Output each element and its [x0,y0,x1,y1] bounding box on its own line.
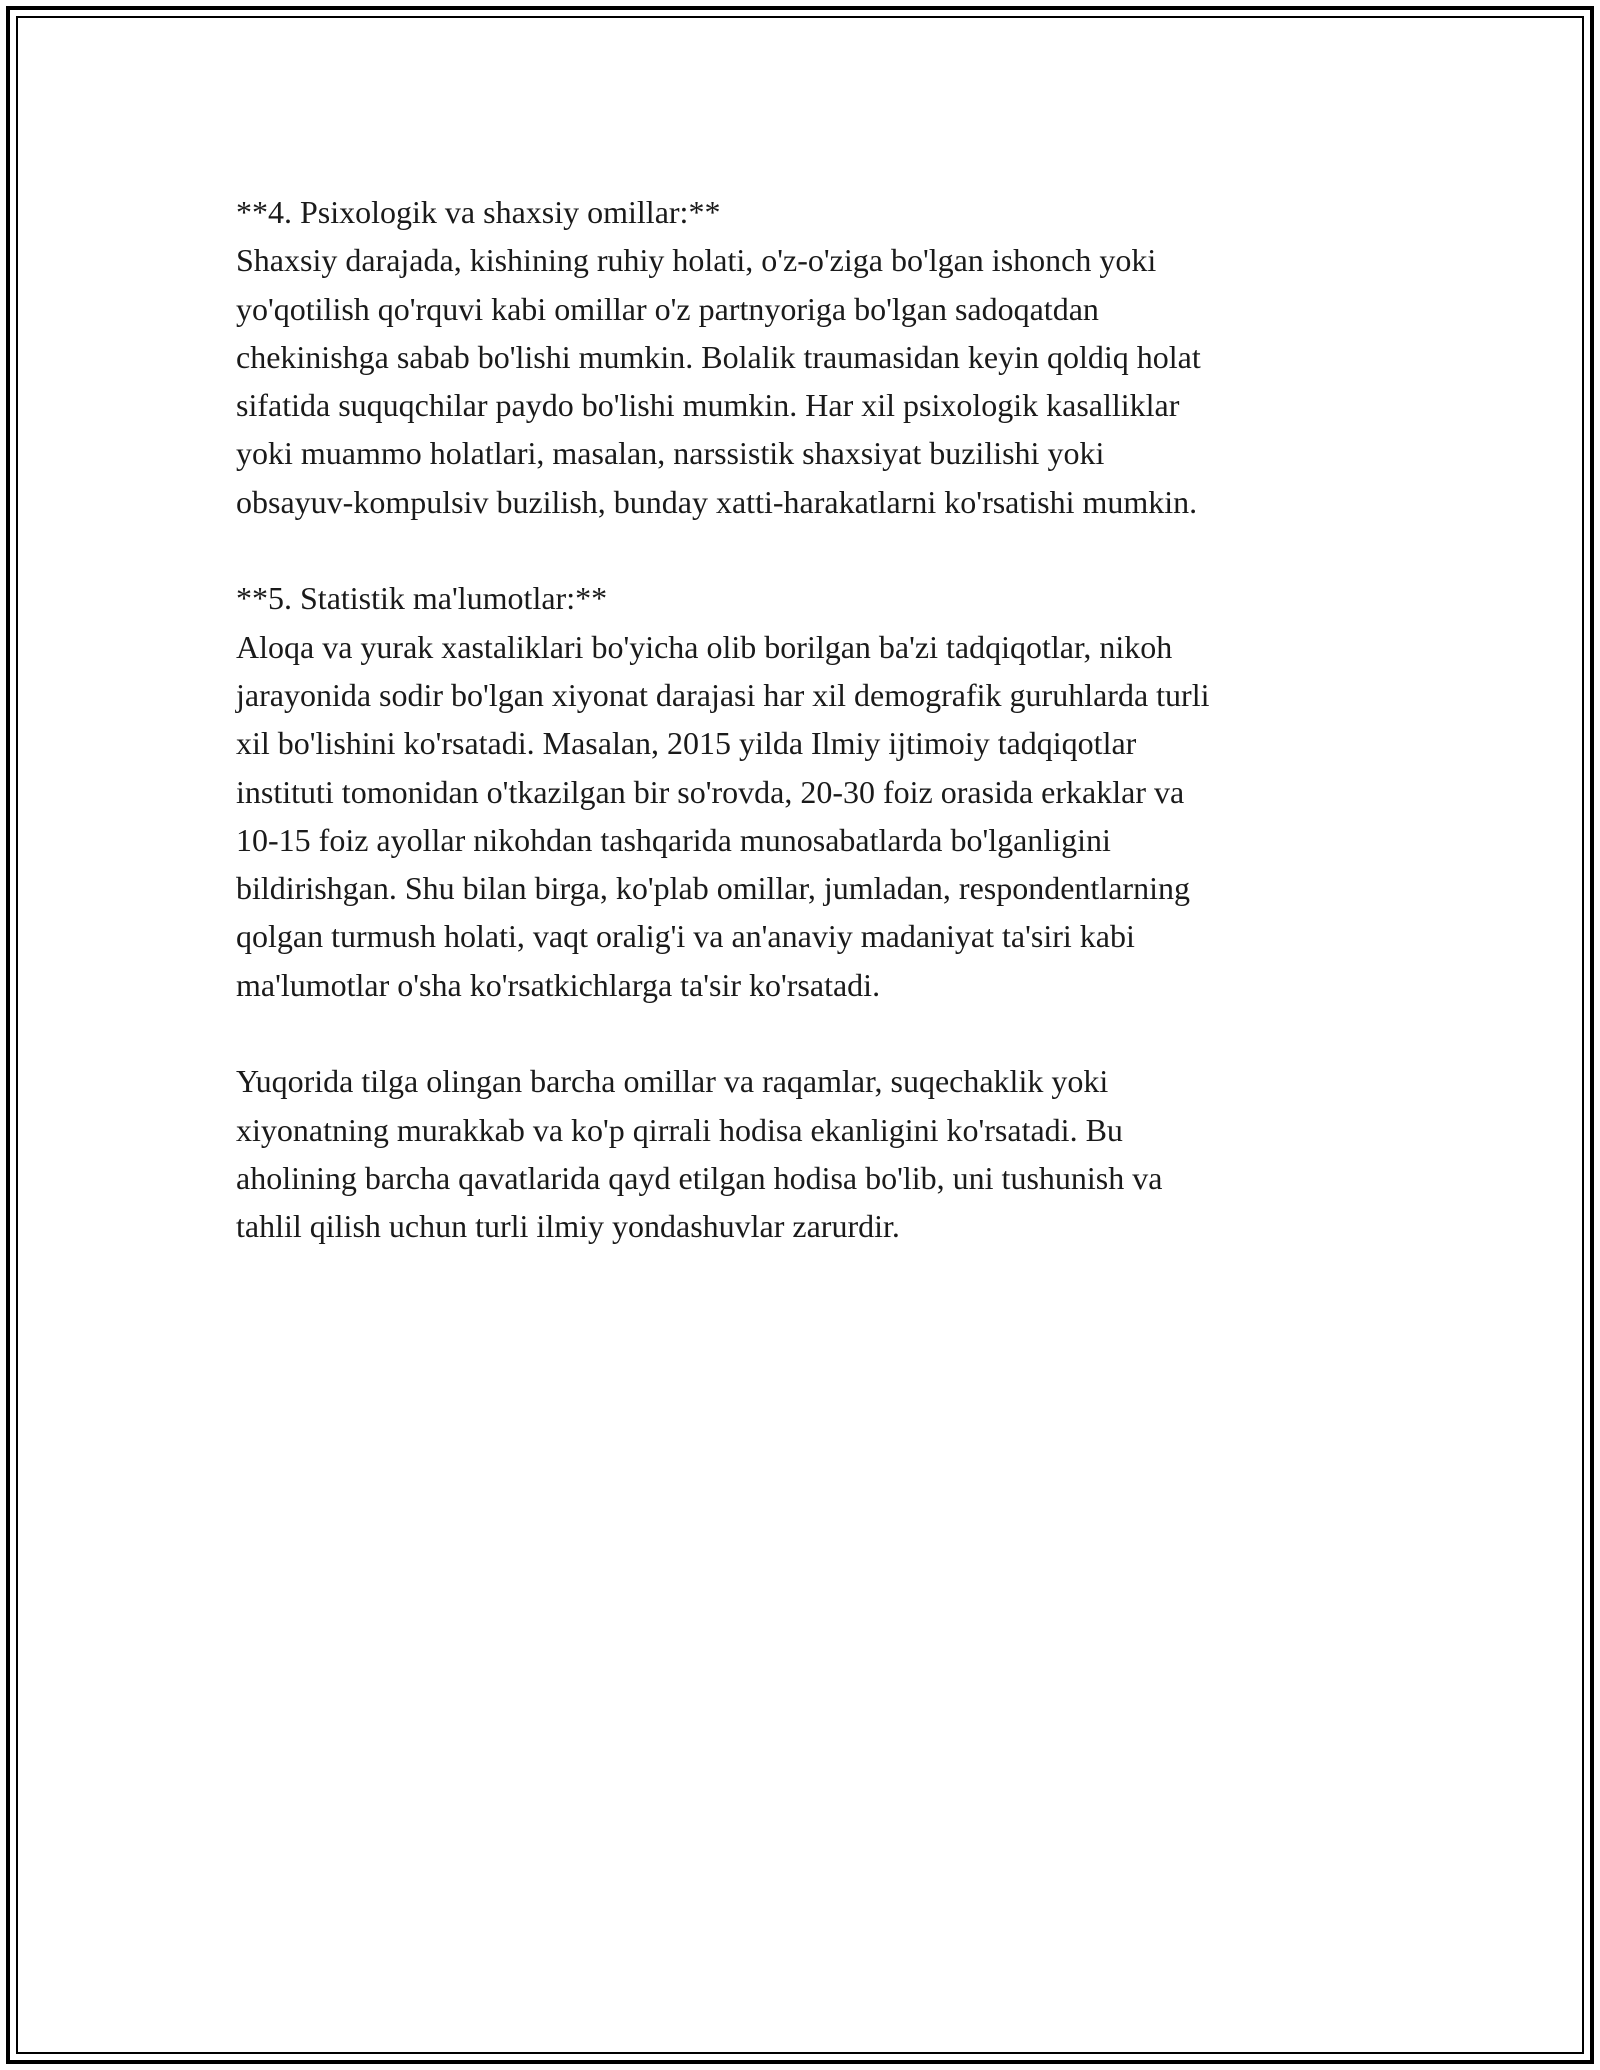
paragraph-line: qolgan turmush holati, vaqt oralig'i va an'anaviy madaniyat ta'siri kabi [236,918,1135,955]
section-heading: **4. Psixologik va shaxsiy omillar:** [236,194,721,230]
paragraph-line: chekinishga sabab bo'lishi mumkin. Bolalik traumasidan keyin qoldiq holat [236,338,1201,375]
paragraph-line: 10-15 foiz ayollar nikohdan tashqarida munosabatlarda bo'lganligini [236,821,1111,858]
paragraph-line: Yuqorida tilga olingan barcha omillar va raqamlar, suqechaklik yoki [236,1063,1109,1100]
conclusion-paragraph [236,1057,1386,1250]
paragraph-line: aholining barcha qavatlarida qayd etilgan hodisa bo'lib, uni tushunish va [236,1159,1163,1196]
section-5 [236,574,1386,1009]
paragraph-line: tahlil qilish uchun turli ilmiy yondashuvlar zarurdir. [236,1208,900,1245]
paragraph-line: Shaxsiy darajada, kishining ruhiy holati, o'z-o'ziga bo'lgan ishonch yoki [236,242,1157,279]
paragraph-line: yo'qotilish qo'rquvi kabi omillar o'z partnyoriga bo'lgan sadoqatdan [236,290,1099,327]
section-4 [236,188,1386,526]
paragraph-line: xiyonatning murakkab va ko'p qirrali hodisa ekanligini ko'rsatadi. Bu [236,1111,1123,1148]
paragraph-line: instituti tomonidan o'tkazilgan bir so'rovda, 20-30 foiz orasida erkaklar va [236,773,1185,810]
paragraph-line: jarayonida sodir bo'lgan xiyonat darajasi har xil demografik guruhlarda turli [236,676,1210,713]
paragraph-line: Aloqa va yurak xastaliklari bo'yicha olib borilgan ba'zi tadqiqotlar, nikoh [236,628,1173,665]
paragraph-line: xil bo'lishini ko'rsatadi. Masalan, 2015 yilda Ilmiy ijtimoiy tadqiqotlar [236,725,1137,762]
document-body [236,188,1386,1299]
paragraph-line: sifatida suquqchilar paydo bo'lishi mumkin. Har xil psixologik kasalliklar [236,387,1180,424]
paragraph-line: ma'lumotlar o'sha ko'rsatkichlarga ta'sir ko'rsatadi. [236,966,881,1003]
paragraph-line: obsayuv-kompulsiv buzilish, bunday xatti-harakatlarni ko'rsatishi mumkin. [236,483,1198,520]
paragraph-line: bildirishgan. Shu bilan birga, ko'plab omillar, jumladan, respondentlarning [236,870,1190,907]
paragraph-line: yoki muammo holatlari, masalan, narssistik shaxsiyat buzilishi yoki [236,435,1105,472]
section-heading: **5. Statistik ma'lumotlar:** [236,580,608,617]
